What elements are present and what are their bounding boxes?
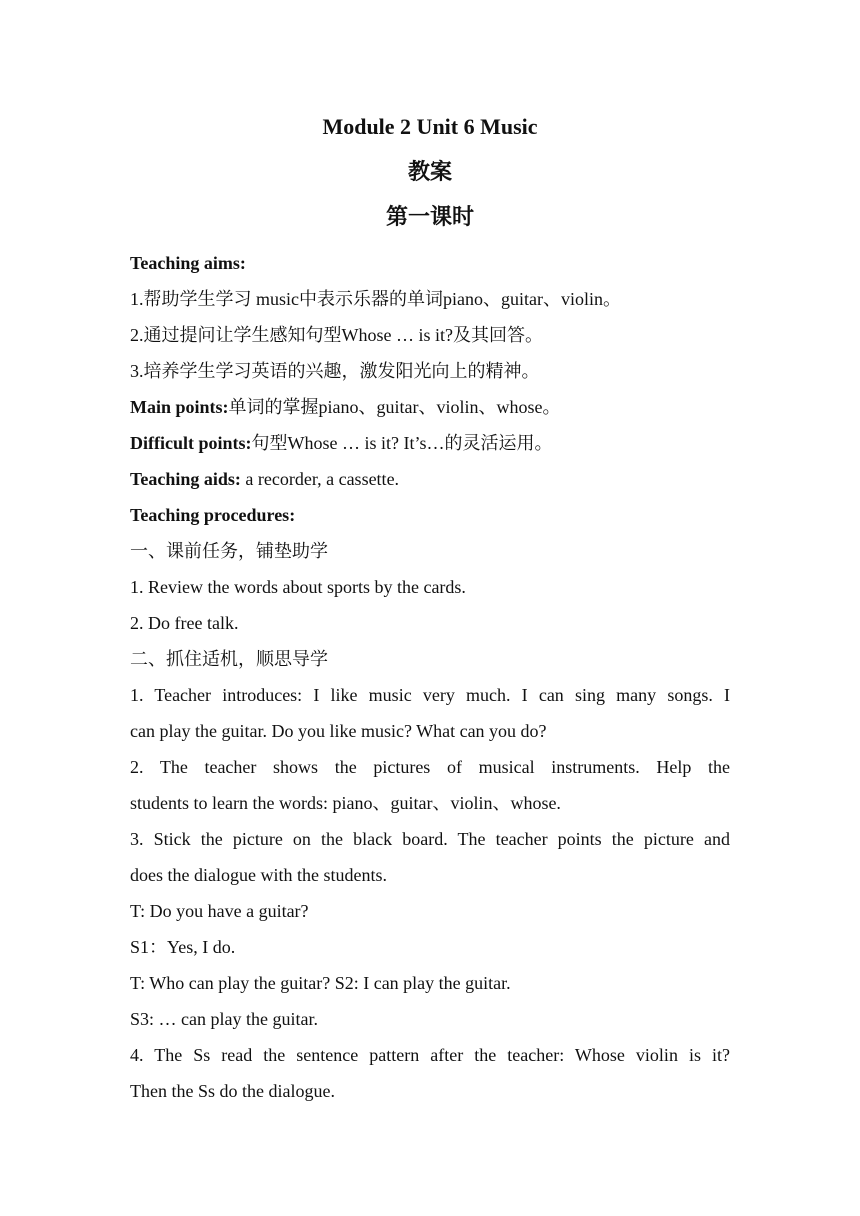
section-1-step-2: 2. Do free talk.: [130, 613, 239, 633]
document-subtitle: 教案: [407, 159, 452, 184]
dialogue-line-2: S1：Yes, I do.: [130, 937, 236, 957]
teaching-aim-2: 2.通过提问让学生感知句型Whose … is it?及其回答。: [130, 325, 543, 345]
document-page: [130, 110, 730, 1109]
teaching-aim-3: 3.培养学生学习英语的兴趣，激发阳光向上的精神。: [130, 361, 540, 381]
section-2-step-3-line-2: does the dialogue with the students.: [130, 865, 387, 885]
teaching-procedures-heading: Teaching procedures:: [130, 505, 296, 525]
teaching-aids: [130, 461, 730, 497]
difficult-points: [130, 425, 730, 461]
main-points-text: 单词的掌握piano、guitar、violin、whose。: [228, 397, 561, 417]
teaching-aims-heading: Teaching aims:: [130, 253, 246, 273]
section-2-step-1-line-2: can play the guitar. Do you like music? What can you do?: [130, 721, 547, 741]
dialogue-line-3: T: Who can play the guitar? S2: I can play the guitar.: [130, 973, 511, 993]
section-1-step-1: 1. Review the words about sports by the cards.: [130, 577, 466, 597]
section-2-step-2-line-2: students to learn the words: piano、guitar、violin、whose.: [130, 793, 561, 813]
section-2-step-4-line-1: 4. The Ss read the sentence pattern after the teacher: Whose violin is it?: [130, 1045, 730, 1065]
section-1-title: 一、课前任务，铺垫助学: [130, 541, 328, 561]
section-2-step-3-line-1: 3. Stick the picture on the black board. The teacher points the picture and: [130, 829, 730, 849]
teaching-aids-text: a recorder, a cassette.: [240, 469, 400, 489]
section-2-step-2-line-1: 2. The teacher shows the pictures of musical instruments. Help the: [130, 757, 730, 777]
dialogue-line-4: S3: … can play the guitar.: [130, 1009, 318, 1029]
section-2-step-4-line-2: Then the Ss do the dialogue.: [130, 1081, 335, 1101]
section-2-step-1-line-1: 1. Teacher introduces: I like music very much. I can sing many songs. I: [130, 685, 730, 705]
section-2-title: 二、抓住适机，顺思导学: [130, 649, 328, 669]
dialogue-line-1: T: Do you have a guitar?: [130, 901, 309, 921]
lesson-title: 第一课时: [385, 204, 474, 229]
difficult-points-text: 句型Whose … is it? It’s…的灵活运用。: [251, 433, 553, 453]
main-points-label: Main points:: [130, 397, 229, 417]
teaching-aim-1: 1.帮助学生学习 music中表示乐器的单词piano、guitar、violin。: [130, 289, 621, 309]
main-points: [130, 389, 730, 425]
teaching-aids-label: Teaching aids:: [130, 469, 241, 489]
difficult-points-label: Difficult points:: [130, 433, 252, 453]
document-title: Module 2 Unit 6 Music: [322, 114, 538, 139]
